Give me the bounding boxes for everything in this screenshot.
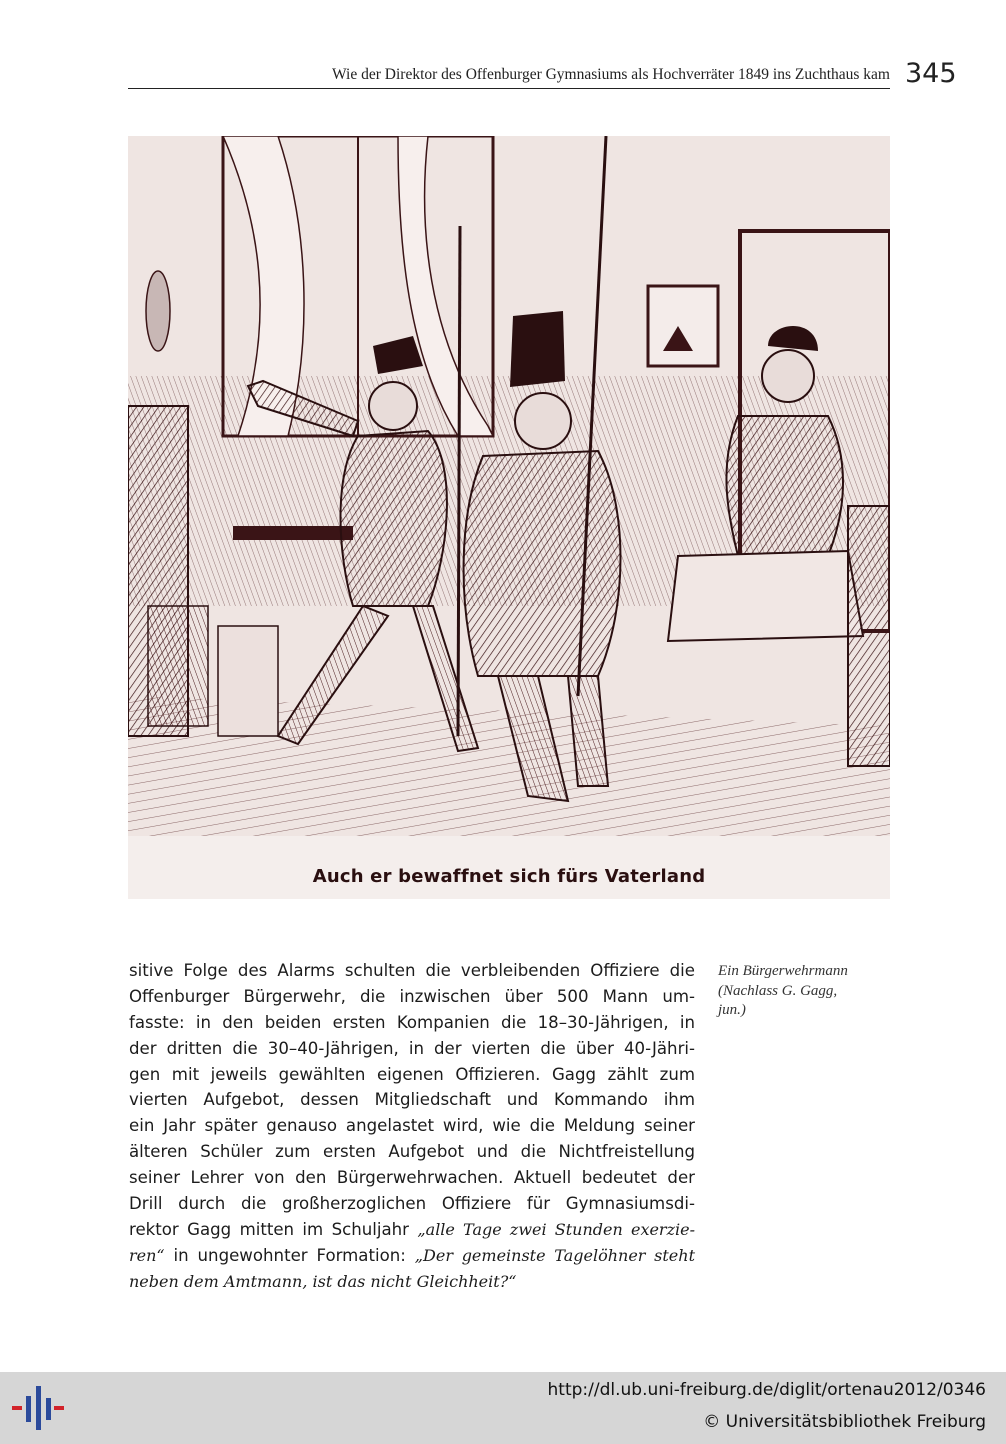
quote-italic: ren“ <box>129 1245 165 1265</box>
body-line <box>129 1269 695 1295</box>
body-text <box>129 958 695 1295</box>
footer-copyright: © Universitätsbibliothek Freiburg <box>703 1412 986 1432</box>
footer-bar <box>0 1372 1006 1444</box>
footer-url-link[interactable]: http://dl.ub.uni-freiburg.de/diglit/ortenau2012/0346 <box>547 1380 986 1400</box>
body-line: älteren Schüler zum ersten Aufgebot und die Nichtfreistellung <box>129 1142 695 1162</box>
body-text-normal: in ungewohnter Formation: <box>164 1245 415 1265</box>
body-line: der dritten die 30–40-Jährigen, in der vierten die über 40-Jähri- <box>129 1038 695 1058</box>
running-title: Wie der Direktor des Offenburger Gymnasiums als Hochverräter 1849 ins Zuchthaus kam <box>332 66 890 83</box>
figure <box>128 136 890 899</box>
body-line: sitive Folge des Alarms schulten die verbleibenden Offiziere die <box>129 961 695 980</box>
margin-note-line: jun.) <box>718 1002 746 1018</box>
margin-note <box>718 962 878 1021</box>
quote-italic: „Der gemeinste Tagelöhner steht <box>414 1245 695 1265</box>
body-line: Drill durch die großherzoglichen Offiziere für Gymnasiumsdi- <box>129 1194 695 1214</box>
body-line: seiner Lehrer von den Bürgerwehrwachen. Aktuell bedeutet der <box>129 1168 695 1188</box>
body-line: ein Jahr später genauso angelastet wird, wie die Meldung seiner <box>129 1116 695 1136</box>
body-line: gen mit jeweils gewählten eigenen Offizieren. Gagg zählt zum <box>129 1064 695 1084</box>
body-line: Offenburger Bürgerwehr, die inzwischen über 500 Mann um- <box>129 986 695 1006</box>
body-text-normal: rektor Gagg mitten im Schuljahr <box>129 1219 418 1239</box>
body-line: fasste: in den beiden ersten Kompanien die 18–30-Jährigen, in <box>129 1012 695 1032</box>
figure-caption: Auch er bewaffnet sich fürs Vaterland <box>312 866 706 887</box>
body-line <box>129 1243 695 1269</box>
engraving-illustration-icon <box>128 136 890 899</box>
margin-note-line: Ein Bürgerwehrmann <box>718 963 848 979</box>
quote-italic: „alle Tage zwei Stunden exerzie- <box>417 1219 696 1239</box>
body-line: vierten Aufgebot, dessen Mitgliedschaft und Kommando ihm <box>129 1090 695 1110</box>
ub-freiburg-logo-icon[interactable] <box>12 1384 64 1432</box>
body-line <box>129 1217 695 1243</box>
margin-note-line: (Nachlass G. Gagg, <box>718 982 838 999</box>
quote-italic: neben dem Amtmann, ist das nicht Gleichheit?“ <box>129 1271 517 1291</box>
running-head <box>128 62 890 89</box>
page-number: 345 <box>905 58 957 89</box>
